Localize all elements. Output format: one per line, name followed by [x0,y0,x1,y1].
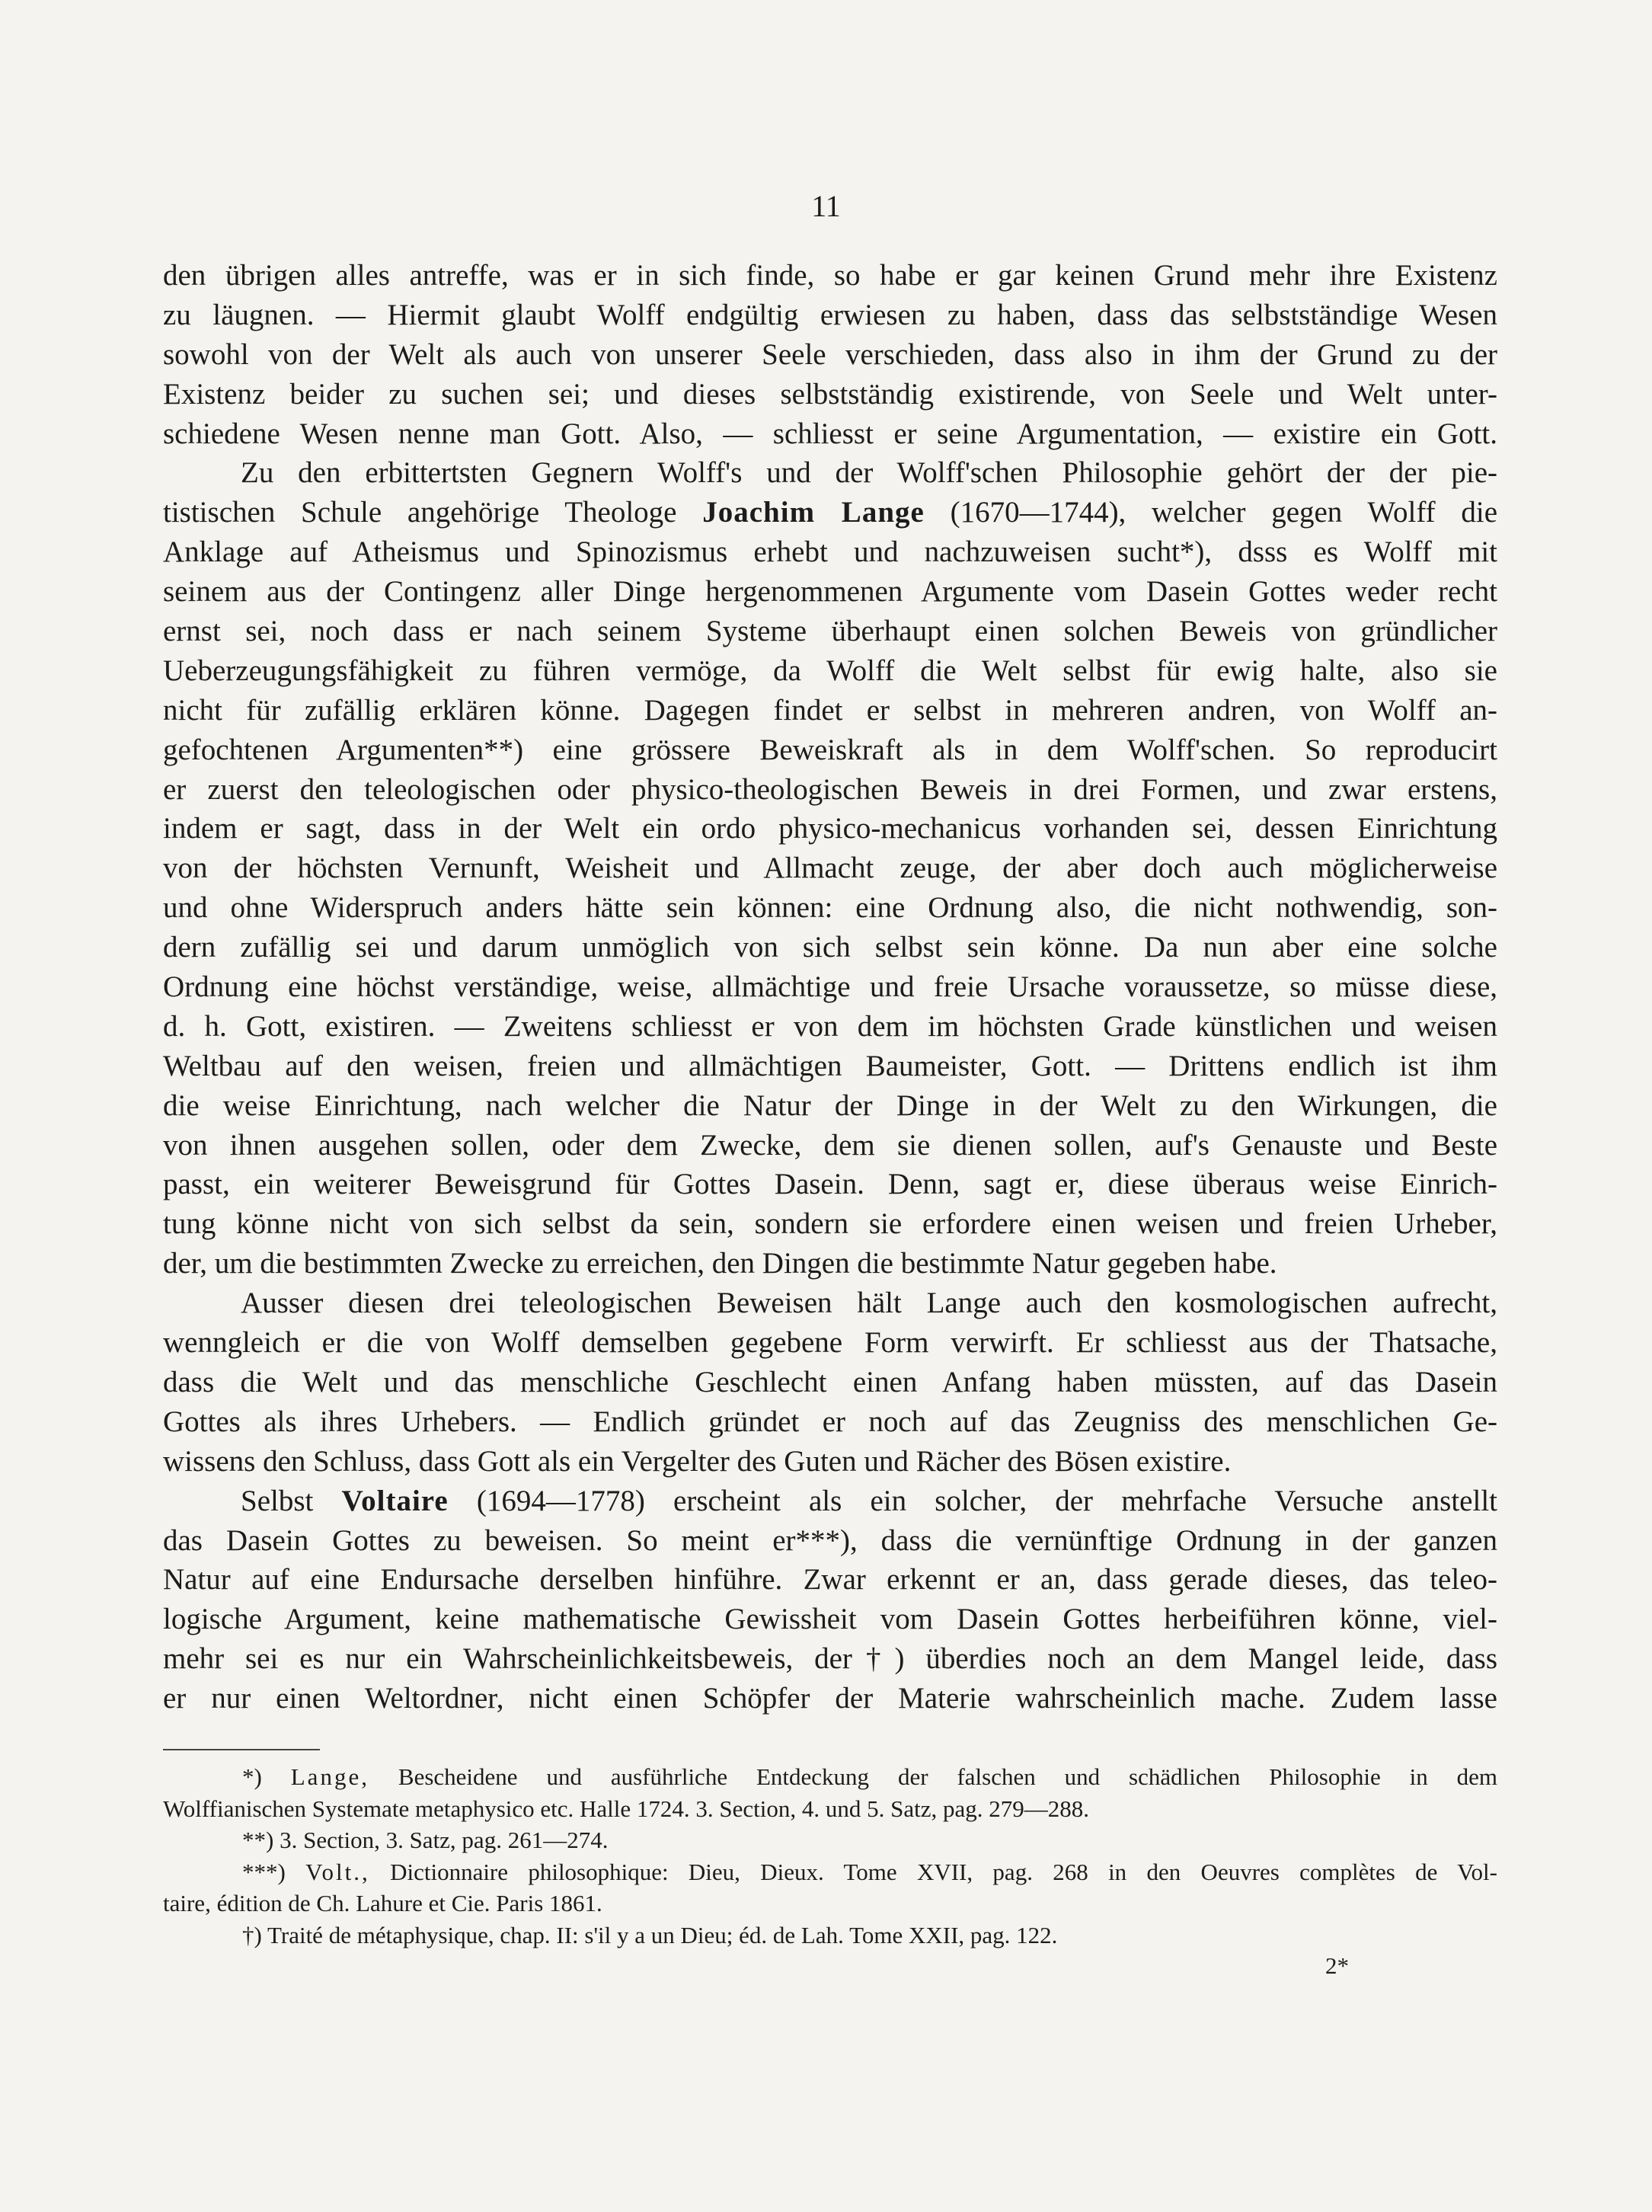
text-line: sowohl von der Welt als auch von unserer Seele verschieden, dass also in ihm der Grund zu der [163,337,1497,371]
footnote-mark: *) [242,1763,262,1790]
text-line: den übrigen alles antreffe, was er in sich finde, so habe er gar keinen Grund mehr ihre Existenz [163,259,1497,292]
footnote-mark: ***) [242,1858,286,1885]
text-segment: tistischen Schule angehörige Theologe [163,496,677,529]
text-line: dern zufällig sei und darum unmöglich von sich selbst sein könne. Da nun aber eine solche [163,931,1497,964]
footnote-text: 3. Section, 3. Satz, pag. 261—274. [280,1827,609,1854]
text-line: von ihnen ausgehen sollen, oder dem Zwecke, dem sie dienen sollen, auf's Genauste und Beste [163,1128,1497,1162]
text-segment: Selbst [241,1484,314,1517]
footnote-text: Traité de métaphysique, chap. II: s'il y a un Dieu; éd. de Lah. Tome XXII, pag. 122. [267,1921,1058,1948]
page-number: 11 [811,189,841,223]
text-line: schiedene Wesen nenne man Gott. Also, — schliesst er seine Argumentation, — existire ein Gott. [163,417,1497,450]
footnote-mark: **) [242,1827,274,1854]
text-line: Ueberzeugungsfähigkeit zu führen vermöge, da Wolff die Welt selbst für ewig halte, also sie [163,654,1497,687]
text-line: Gottes als ihres Urhebers. — Endlich gründet er noch auf das Zeugniss des menschlichen Ge- [163,1405,1497,1438]
footnote [163,1761,1497,1793]
person-name-voltaire: Voltaire [341,1484,449,1517]
footnote-author: Lange, [290,1763,369,1790]
text-line: Ordnung eine höchst verständige, weise, allmächtige und freie Ursache voraussetze, so müsse diese, [163,970,1497,1004]
text-line: wissens den Schluss, dass Gott als ein Vergelter des Guten und Rächer des Bösen existire. [163,1444,1232,1478]
footnote-text: Dictionnaire philosophique: Dieu, Dieux. Tome XVII, pag. 268 in den Oeuvres complètes de Vol- [390,1858,1497,1885]
text-line: zu läugnen. — Hiermit glaubt Wolff endgültig erwiesen zu haben, dass das selbstständige Wesen [163,298,1497,331]
text-line: passt, ein weiterer Beweisgrund für Gottes Dasein. Denn, sagt er, diese überaus weise Einrich- [163,1168,1497,1201]
footnote [163,1920,1497,1951]
text-line: Natur auf eine Endursache derselben hinführe. Zwar erkennt er an, dass gerade dieses, das teleo- [163,1563,1497,1597]
text-line: Anklage auf Atheismus und Spinozismus erhebt und nachzuweisen sucht*), dsss es Wolff mit [163,535,1497,569]
text-line: mehr sei es nur ein Wahrscheinlichkeitsbeweis, der†) überdies noch an dem Mangel leide, dass [163,1642,1497,1676]
text-line: von der höchsten Vernunft, Weisheit und Allmacht zeuge, der aber doch auch möglicherweise [163,852,1497,885]
signature-mark: 2* [1325,1952,1349,1979]
text-segment: (1670—1744), welcher gegen Wolff die [950,496,1498,529]
footnote-divider [163,1749,320,1750]
footnote [163,1824,1497,1856]
text-line: die weise Einrichtung, nach welcher die Natur der Dinge in der Welt zu den Wirkungen, die [163,1088,1497,1122]
text-line: und ohne Widerspruch anders hätte sein können: eine Ordnung also, die nicht nothwendig, son- [163,891,1497,925]
footnote [163,1856,1497,1888]
footnote-mark: †) [242,1921,262,1948]
text-line: seinem aus der Contingenz aller Dinge hergenommenen Argumente vom Dasein Gottes weder recht [163,575,1497,609]
text-line: das Dasein Gottes zu beweisen. So meint er***), dass die vernünftige Ordnung in der ganzen [163,1523,1497,1557]
text-line [163,1482,1497,1521]
text-line: er nur einen Weltordner, nicht einen Schöpfer der Materie wahrscheinlich mache. Zudem lasse [163,1682,1497,1715]
footnote-author: Volt., [305,1858,370,1885]
footnote-text: Bescheidene und ausführliche Entdeckung der falschen und schädlichen Philosophie in dem [398,1763,1498,1790]
text-line: gefochtenen Argumenten**) eine grössere Beweiskraft als in dem Wolff'schen. So reproducirt [163,733,1497,766]
footnote-continuation: Wolffianischen Systemate metaphysico etc. Halle 1724. 3. Section, 4. und 5. Satz, pag. 279—288. [163,1795,1090,1822]
text-line: logische Argument, keine mathematische Gewissheit vom Dasein Gottes herbeiführen könne, viel- [163,1603,1497,1636]
text-segment: (1694—1778) erscheint als ein solcher, der mehrfache Versuche anstellt [476,1484,1497,1517]
person-name-lange: Joachim Lange [702,496,925,529]
footnotes [163,1761,1497,1951]
body-text [163,256,1497,1718]
text-line: Weltbau auf den weisen, freien und allmächtigen Baumeister, Gott. — Drittens endlich ist ihm [163,1049,1497,1082]
text-line: ernst sei, noch dass er nach seinem Systeme überhaupt einen solchen Beweis von gründlicher [163,615,1497,648]
footnote-continuation: taire, édition de Ch. Lahure et Cie. Paris 1861. [163,1890,602,1917]
text-line: Existenz beider zu suchen sei; und dieses selbstständig existirende, von Seele und Welt unter- [163,377,1497,411]
text-line: der, um die bestimmten Zwecke zu erreichen, den Dingen die bestimmte Natur gegeben habe. [163,1247,1277,1280]
text-line: wenngleich er die von Wolff demselben gegebene Form verwirft. Er schliesst aus der Thatsache, [163,1326,1497,1360]
text-line: indem er sagt, dass in der Welt ein ordo physico-mechanicus vorhanden sei, dessen Einrichtung [163,812,1497,845]
text-line: Zu den erbittertsten Gegnern Wolff's und der Wolff'schen Philosophie gehört der der pie- [241,456,1497,490]
text-line: dass die Welt und das menschliche Geschlecht einen Anfang haben müssten, auf das Dasein [163,1365,1497,1398]
text-line [163,493,1497,532]
text-line: d. h. Gott, existiren. — Zweitens schliesst er von dem im höchsten Grade künstlichen und weisen [163,1009,1497,1043]
text-line: nicht für zufällig erklären könne. Dagegen findet er selbst in mehreren andren, von Wolff an- [163,693,1497,727]
text-line: er zuerst den teleologischen oder physico-theologischen Beweis in drei Formen, und zwar erstens, [163,772,1497,806]
text-line: tung könne nicht von sich selbst da sein, sondern sie erfordere einen weisen und freien Urheber, [163,1207,1497,1241]
text-line: Ausser diesen drei teleologischen Beweisen hält Lange auch den kosmologischen aufrecht, [241,1287,1497,1320]
